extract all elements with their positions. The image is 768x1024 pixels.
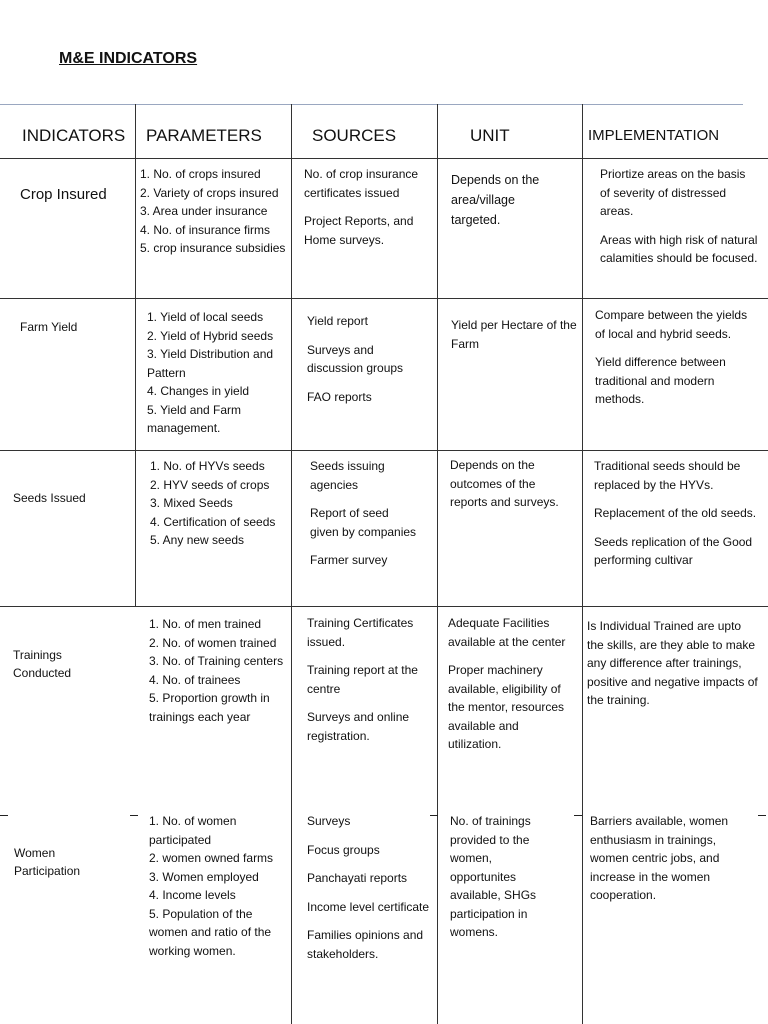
sources-trainings-conducted <box>307 614 429 745</box>
list-item: Yield per Hectare of the Farm <box>451 318 577 351</box>
unit-farm-yield <box>451 316 579 353</box>
list-item: 1. Yield of local seeds <box>147 310 264 324</box>
list-item: 3. No. of Training centers <box>149 654 284 668</box>
row-tick <box>758 815 766 816</box>
list-item: No. of crop insurance certificates issued <box>304 167 419 200</box>
list-item: 3. Yield Distribution and Pattern <box>147 347 274 380</box>
unit-women-participation <box>450 812 550 942</box>
list-item: 1. No. of crops insured <box>140 167 261 181</box>
header-bottom-border <box>0 158 768 159</box>
unit-crop-insured <box>451 170 566 230</box>
col-divider-4 <box>582 104 583 1024</box>
list-item: Proper machinery available, eligibility of the mentor, resources available and utilization. <box>448 663 565 751</box>
list-item: Yield report <box>307 314 368 328</box>
implementation-farm-yield <box>595 306 755 409</box>
row-tick <box>130 815 138 816</box>
indicator-crop-insured: Crop Insured <box>20 186 107 203</box>
list-item: Income level certificate <box>307 899 430 914</box>
indicator-women-participation: Women Participation <box>14 846 81 878</box>
sources-women-participation <box>307 812 432 963</box>
list-item: 1. No. of men trained <box>149 617 262 631</box>
list-item: 4. Certification of seeds <box>150 514 276 529</box>
row-tick <box>0 815 8 816</box>
list-item: Yield difference between traditional and modern methods. <box>595 355 726 406</box>
list-item: 2. Variety of crops insured <box>140 185 279 200</box>
list-item: Surveys and online registration. <box>307 710 410 743</box>
list-item: 5. crop insurance subsidies <box>140 241 286 255</box>
list-item: Depends on the area/village targeted. <box>451 173 540 227</box>
header-sources: SOURCES <box>312 126 397 145</box>
indicator-seeds-issued: Seeds Issued <box>13 491 86 505</box>
list-item: Training report at the centre <box>307 663 418 696</box>
col-divider-3 <box>437 104 438 1024</box>
list-item: Families opinions and stakeholders. <box>307 928 424 961</box>
list-item: Traditional seeds should be replaced by the HYVs. <box>594 459 741 492</box>
list-item: 1. No. of women participated <box>149 814 237 847</box>
list-item: Training Certificates issued. <box>307 616 414 649</box>
list-item: 5. Yield and Farm management. <box>147 402 242 435</box>
list-item: Adequate Facilities available at the center <box>448 616 566 649</box>
list-item: Depends on the outcomes of the reports and surveys. <box>450 458 559 509</box>
row-tick <box>574 815 582 816</box>
row-divider-2 <box>0 450 768 451</box>
list-item: Seeds issuing agencies <box>310 459 385 492</box>
header-unit: UNIT <box>470 126 510 145</box>
col-divider-1 <box>135 104 136 606</box>
unit-seeds-issued <box>450 456 565 512</box>
list-item: 4. No. of trainees <box>149 672 241 687</box>
row-divider-3 <box>0 606 768 607</box>
implementation-trainings-conducted <box>587 617 759 710</box>
parameters-farm-yield <box>147 308 287 438</box>
sources-farm-yield <box>307 312 432 406</box>
list-item: Focus groups <box>307 842 380 857</box>
list-item: Priortize areas on the basis of severity of distressed areas. <box>600 167 746 218</box>
list-item: 2. HYV seeds of crops <box>150 477 270 492</box>
indicator-trainings-conducted: Trainings Conducted <box>13 648 72 680</box>
list-item: 1. No. of HYVs seeds <box>150 459 265 473</box>
page-title: M&E INDICATORS <box>59 50 198 67</box>
list-item: 5. Any new seeds <box>150 533 245 547</box>
header-indicators: INDICATORS <box>22 126 126 145</box>
list-item: FAO reports <box>307 389 372 404</box>
list-item: Compare between the yields of local and hybrid seeds. <box>595 308 748 341</box>
parameters-women-participation <box>149 812 289 960</box>
list-item: Surveys and discussion groups <box>307 342 404 375</box>
list-item: Panchayati reports <box>307 871 408 885</box>
implementation-seeds-issued <box>594 457 759 570</box>
list-item: Is Individual Trained are upto the skills, are they able to make any difference after trainings, positive and negative impacts of the training. <box>587 619 758 707</box>
list-item: 4. Changes in yield <box>147 384 250 398</box>
parameters-trainings-conducted <box>149 615 287 726</box>
table-top-border <box>0 104 743 105</box>
sources-crop-insured <box>304 165 432 249</box>
parameters-seeds-issued <box>150 457 288 550</box>
list-item: Replacement of the old seeds. <box>594 506 757 520</box>
list-item: Project Reports, and Home surveys. <box>304 214 414 247</box>
header-parameters: PARAMETERS <box>146 126 262 145</box>
unit-trainings-conducted <box>448 614 572 754</box>
list-item: 5. Population of the women and ratio of the working women. <box>149 906 272 958</box>
list-item: 2. women owned farms <box>149 851 274 865</box>
list-item: Areas with high risk of natural calamities should be focused. <box>600 232 758 265</box>
list-item: No. of trainings provided to the women, opportunites available, SHGs participation in womens. <box>450 814 537 939</box>
list-item: 4. No. of insurance firms <box>140 222 271 237</box>
list-item: Surveys <box>307 814 351 828</box>
list-item: 5. Proportion growth in trainings each year <box>149 691 270 724</box>
implementation-crop-insured <box>600 165 758 268</box>
list-item: Report of seed given by companies <box>310 506 417 539</box>
implementation-women-participation <box>590 812 758 905</box>
list-item: 2. Yield of Hybrid seeds <box>147 328 274 343</box>
list-item: 3. Women employed <box>149 869 259 884</box>
indicator-farm-yield: Farm Yield <box>20 320 78 334</box>
list-item: Seeds replication of the Good performing cultivar <box>594 534 753 567</box>
parameters-crop-insured <box>140 165 288 258</box>
row-divider-1 <box>0 298 768 299</box>
list-item: Barriers available, women enthusiasm in trainings, women centric jobs, and increase in the women cooperation. <box>590 814 729 902</box>
list-item: 3. Area under insurance <box>140 204 268 218</box>
sources-seeds-issued <box>310 457 420 570</box>
header-implementation: IMPLEMENTATION <box>588 127 720 144</box>
list-item: 4. Income levels <box>149 888 236 902</box>
list-item: Farmer survey <box>310 553 388 567</box>
list-item: 3. Mixed Seeds <box>150 496 233 510</box>
col-divider-2 <box>291 104 292 1024</box>
list-item: 2. No. of women trained <box>149 635 277 650</box>
